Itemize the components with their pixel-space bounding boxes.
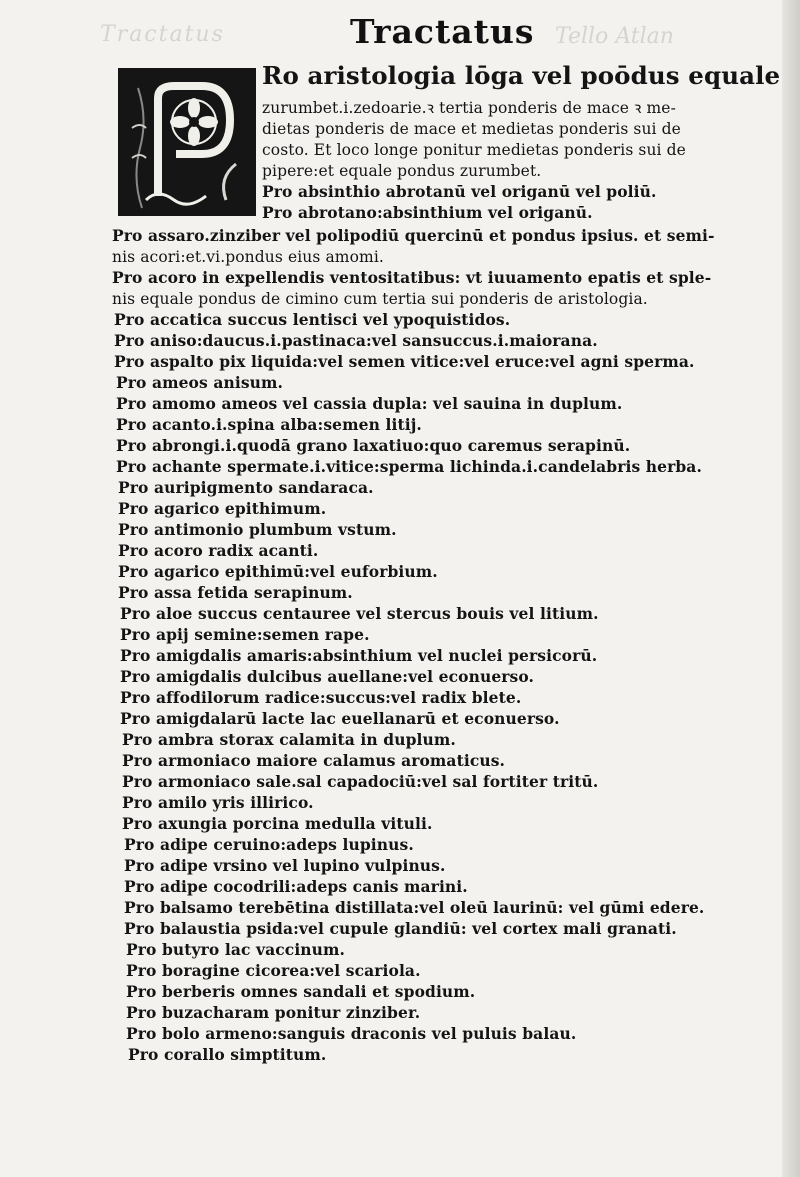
text-line-4: costo. Et loco longe ponitur medietas ponderis sui de [262, 141, 686, 159]
text-line-43: Pro boragine cicorea:vel scariola. [126, 961, 421, 980]
text-line-3: dietas ponderis de mace et medietas ponderis sui de [262, 120, 681, 138]
text-line-11: nis equale pondus de cimino cum tertia sui ponderis de aristologia. [112, 290, 648, 308]
text-line-21: Pro agarico epithimum. [118, 499, 327, 518]
page-edge-shadow [782, 0, 800, 1177]
text-line-9: nis acori:et.vi.pondus eius amomi. [112, 248, 384, 266]
text-line-13: Pro aniso:daucus.i.pastinaca:vel sansuccus.i.maiorana. [114, 331, 598, 350]
text-line-44: Pro berberis omnes sandali et spodium. [126, 982, 476, 1001]
text-line-25: Pro assa fetida serapinum. [118, 583, 353, 602]
text-line-15: Pro ameos anisum. [116, 373, 284, 392]
text-line-45: Pro buzacharam ponitur zinziber. [126, 1003, 421, 1022]
text-line-47: Pro corallo simptitum. [128, 1045, 327, 1064]
text-line-31: Pro amigdalarū lacte lac euellanarū et econuerso. [120, 709, 560, 728]
text-line-16: Pro amomo ameos vel cassia dupla: vel sauina in duplum. [116, 394, 623, 413]
text-line-26: Pro aloe succus centauree vel stercus bouis vel litium. [120, 604, 599, 623]
text-line-10: Pro acoro in expellendis ventositatibus: vt iuuamento epatis et sple- [112, 268, 712, 287]
bleed-through-text: Tractatus [100, 22, 225, 47]
text-line-35: Pro amilo yris illirico. [122, 793, 314, 812]
text-line-23: Pro acoro radix acanti. [118, 541, 319, 560]
text-line-38: Pro adipe vrsino vel lupino vulpinus. [124, 856, 446, 875]
text-line-37: Pro adipe ceruino:adeps lupinus. [124, 835, 414, 854]
text-line-19: Pro achante spermate.i.vitice:sperma lichinda.i.candelabris herba. [116, 457, 702, 476]
text-line-34: Pro armoniaco sale.sal capadociū:vel sal fortiter tritū. [122, 772, 599, 791]
text-line-40: Pro balsamo terebētina distillata:vel oleū laurinū: vel gūmi edere. [124, 898, 705, 917]
text-line-27: Pro apij semine:semen rape. [120, 625, 370, 644]
text-line-17: Pro acanto.i.spina alba:semen litij. [116, 415, 422, 434]
text-line-42: Pro butyro lac vaccinum. [126, 940, 346, 959]
text-line-8: Pro assaro.zinziber vel polipodiū quercinū et pondus ipsius. et semi- [112, 226, 715, 245]
text-line-33: Pro armoniaco maiore calamus aromaticus. [122, 751, 506, 770]
decorated-initial-icon [118, 68, 256, 216]
running-head: Tractatus [350, 12, 535, 51]
text-line-1: Ro aristologia lōga vel poōdus equale [262, 61, 781, 90]
bleed-through-text-right: Tello Atlan [555, 24, 674, 49]
text-line-30: Pro affodilorum radice:succus:vel radix blete. [120, 688, 522, 707]
text-line-22: Pro antimonio plumbum vstum. [118, 520, 397, 539]
text-line-18: Pro abrongi.i.quodā grano laxatiuo:quo caremus serapinū. [116, 436, 631, 455]
text-line-24: Pro agarico epithimū:vel euforbium. [118, 562, 438, 581]
decorated-initial-letter [118, 68, 256, 216]
text-line-46: Pro bolo armeno:sanguis draconis vel puluis balau. [126, 1024, 577, 1043]
text-line-2: zurumbet.i.zedoarie.ꝛ tertia ponderis de mace ꝛ me- [262, 99, 676, 117]
text-line-6: Pro absinthio abrotanū vel origanū vel poliū. [262, 182, 657, 201]
text-line-41: Pro balaustia psida:vel cupule glandiū: vel cortex mali granati. [124, 919, 677, 938]
text-line-39: Pro adipe cocodrili:adeps canis marini. [124, 877, 468, 896]
text-line-29: Pro amigdalis dulcibus auellane:vel econuerso. [120, 667, 535, 686]
text-line-14: Pro aspalto pix liquida:vel semen vitice:vel eruce:vel agni sperma. [114, 352, 695, 371]
text-line-28: Pro amigdalis amaris:absinthium vel nuclei persicorū. [120, 646, 598, 665]
text-line-12: Pro accatica succus lentisci vel ypoquistidos. [114, 310, 511, 329]
text-line-20: Pro auripigmento sandaraca. [118, 478, 374, 497]
text-line-36: Pro axungia porcina medulla vituli. [122, 814, 433, 833]
text-line-32: Pro ambra storax calamita in duplum. [122, 730, 456, 749]
text-line-5: pipere:et equale pondus zurumbet. [262, 162, 542, 180]
text-line-7: Pro abrotano:absinthium vel origanū. [262, 203, 593, 222]
